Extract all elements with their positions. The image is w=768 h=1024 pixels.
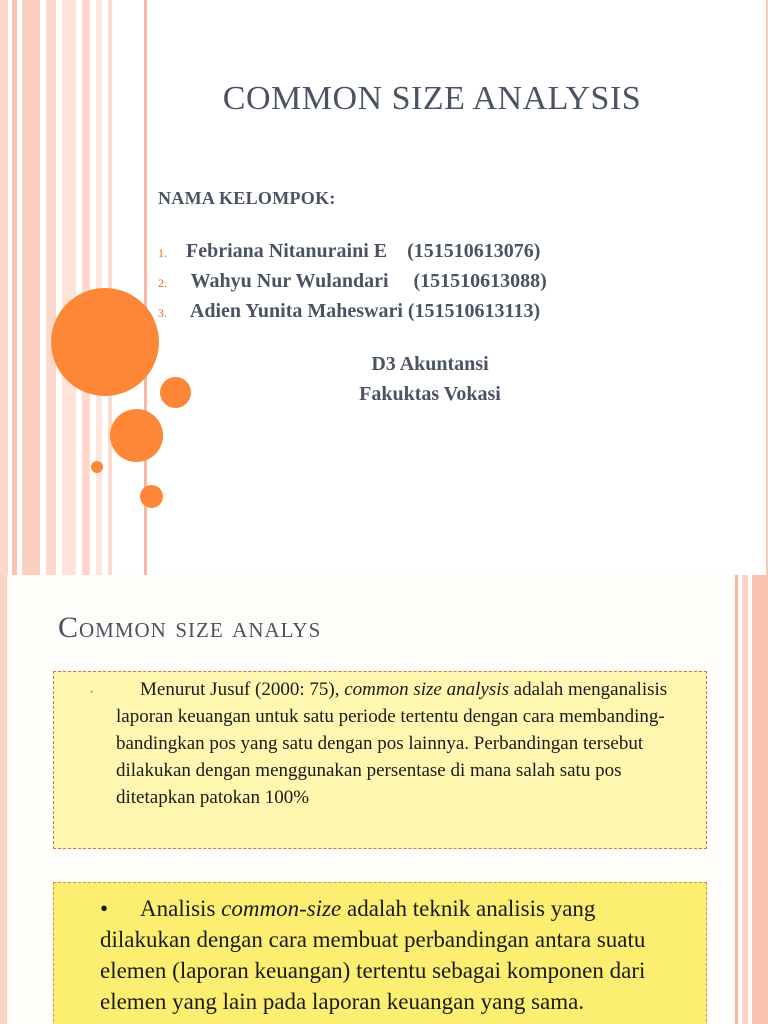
text-segment: adalah menganalisis laporan keuangan untuk satu periode tertentu dengan cara membanding-bandingkan pos yang satu dengan pos lainnya. Perbandingan tersebut dilakukan dengan menggunakan persentase di mana salah satu pos ditetapkan patokan 100% xyxy=(116,679,668,808)
member-name: Wahyu Nur Wulandari (151510613088) xyxy=(186,270,547,292)
list-number: 2. xyxy=(158,276,167,290)
italic-term: common-size xyxy=(221,896,342,921)
decorative-circle-large xyxy=(51,288,159,396)
text-segment: Menurut Jusuf (2000: 75), xyxy=(140,679,345,700)
definition-box xyxy=(53,671,707,849)
text-segment: adalah teknik analisis yang dilakukan dengan cara membuat perbandingan antara suatu elemen (laporan keuangan) tertentu sebagai komponen dari elemen yang lain pada laporan keuangan yang sama. xyxy=(100,896,646,1014)
decorative-divider xyxy=(735,575,738,1024)
decorative-stripe xyxy=(0,575,7,1024)
decorative-circle xyxy=(110,409,163,462)
decorative-stripe xyxy=(46,0,56,575)
list-number: 3. xyxy=(158,306,167,320)
member-item xyxy=(158,270,547,300)
content-slide xyxy=(0,575,768,1024)
faculty-label: Fakuktas Vokasi xyxy=(359,383,501,405)
group-label: NAMA KELOMPOK: xyxy=(158,188,336,208)
text-segment: Analisis xyxy=(140,896,222,921)
member-name: Febriana Nitanuraini E (151510613076) xyxy=(186,240,541,262)
decorative-stripe xyxy=(82,0,90,575)
decorative-circle xyxy=(140,485,163,508)
decorative-stripe xyxy=(752,575,768,1024)
slide-title: COMMON SIZE ANALYSIS xyxy=(222,80,642,117)
explanation-box xyxy=(53,882,707,1024)
decorative-circle xyxy=(91,461,103,473)
decorative-circle xyxy=(160,377,191,408)
definition-text xyxy=(116,676,701,811)
explanation-text xyxy=(100,893,670,1017)
decorative-stripe xyxy=(0,0,8,575)
list-number: 1. xyxy=(158,246,167,260)
member-name: Adien Yunita Maheswari (151510613113) xyxy=(186,300,541,322)
decorative-stripe xyxy=(22,0,40,575)
decorative-stripe xyxy=(12,0,17,575)
bullet: • xyxy=(100,896,109,921)
decorative-stripe xyxy=(62,0,76,575)
slide-title: Common size analys xyxy=(58,611,322,644)
bullet: • xyxy=(90,687,94,697)
member-item xyxy=(158,300,540,330)
decorative-stripe xyxy=(742,575,748,1024)
italic-term: common size analysis xyxy=(344,679,509,700)
department-label: D3 Akuntansi xyxy=(371,353,489,375)
member-item xyxy=(158,240,540,270)
